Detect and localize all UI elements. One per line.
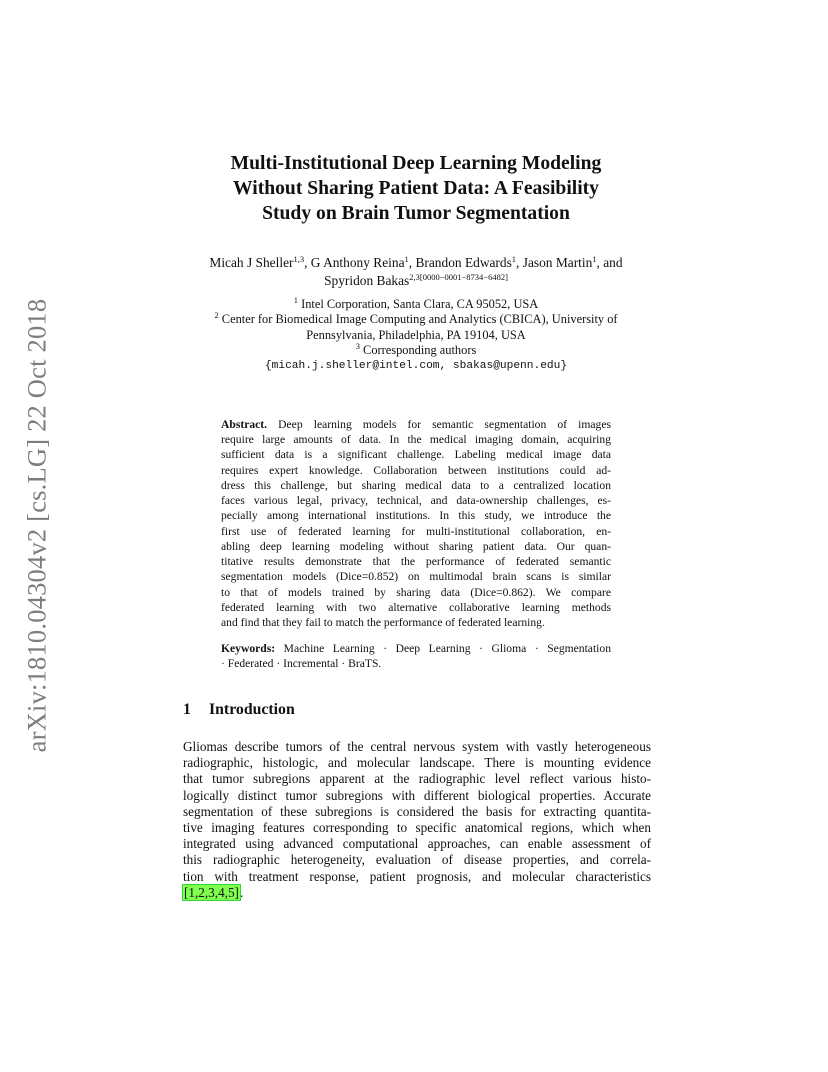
title-line: Study on Brain Tumor Segmentation [262,203,570,224]
body-line: that tumor subregions apparent at the radiographic level reflect various histo- [183,771,651,787]
abstract-line: federated learning with two alternative collaborative learning methods [221,600,611,614]
body-line: Gliomas describe tumors of the central nervous system with vastly heterogeneous [183,739,651,754]
body-line: this radiographic heterogeneity, evaluation of disease properties, and correla- [183,852,651,868]
author-name: , G Anthony Reina [304,255,405,270]
arxiv-identifier [17,290,57,760]
affiliation-mark: 1 [293,295,299,305]
title-line: Multi-Institutional Deep Learning Modeling [230,153,602,174]
title-line: Without Sharing Patient Data: A Feasibility [233,178,599,199]
section-title: Introduction [209,701,295,718]
body-line: tion with treatment response, patient prognosis, and molecular characteristics [183,868,651,884]
affiliation-text: Intel Corporation, Santa Clara, CA 95052, USA [298,297,539,311]
affiliations [170,297,662,374]
body-line: logically distinct tumor subregions with different biological properties. Accurate [183,787,651,803]
abstract-line: abling deep learning modeling without sharing patient data. Our quan- [221,539,611,553]
affiliation-2-cont: Pennsylvania, Philadelphia, PA 19104, USA [306,327,526,342]
author-list [170,254,662,289]
affiliation-2 [170,312,662,327]
author-name: Micah J Sheller [209,255,294,270]
author-name: , Jason Martin [516,255,593,270]
affiliation-text: Center for Biomedical Image Computing and Analytics (CBICA), University of [218,312,618,327]
arxiv-identifier-text: arXiv:1810.04304v2 [cs.LG] 22 Oct 2018 [21,298,52,752]
paper-title [150,151,682,226]
body-text: . [239,884,244,900]
abstract [221,417,611,630]
body-line: tive imaging features corresponding to specific anatomical regions, which when [183,820,651,836]
abstract-line: segmentation models (Dice=0.852) on multimodal brain scans is similar [221,570,611,584]
affiliation-text: Corresponding authors [359,343,477,358]
abstract-line: first use of federated learning for multi-institutional collaboration, en- [221,524,611,538]
body-line [183,885,651,901]
affiliation-mark: 3 [355,341,360,352]
citation-link[interactable]: [1,2,3,4,5] [184,884,239,900]
body-line: radiographic, histologic, and molecular landscape. There is mounting evidence [183,755,651,771]
author-line-2 [170,272,662,290]
author-name: Spyridon Bakas [324,272,410,288]
body-line: segmentation of these subregions is considered the basis for extracting quantita- [183,803,651,819]
affiliation-1 [170,297,662,312]
author-affil-mark: 2,3 [409,271,420,282]
author-name: , Brandon Edwards [408,255,512,270]
author-line-1 [170,254,662,272]
abstract-line: require large amounts of data. In the medical imaging domain, acquiring [221,433,611,447]
keywords-label: Keywords: [221,642,276,655]
introduction-body [183,739,651,901]
abstract-label: Abstract. [221,418,268,431]
author-affil-mark: 1 [511,254,517,264]
affiliation-3 [170,343,662,358]
abstract-line: requires expert knowledge. Collaboration between institutions could ad- [221,463,611,477]
section-heading [183,701,295,719]
abstract-line: faces various legal, privacy, technical, and data-ownership challenges, es- [221,494,611,508]
keywords-text: Machine Learning · Deep Learning · Glioma · Segmentation [275,642,611,655]
section-number: 1 [183,701,191,718]
keywords-line [221,641,611,656]
abstract-text: Deep learning models for semantic segmentation of images [267,418,611,431]
author-affil-mark: 1 [592,254,597,264]
abstract-line: and find that they fail to match the performance of federated learning. [221,616,545,630]
orcid-id[interactable]: [0000−0001−8734−6482] [419,271,508,282]
contact-emails[interactable]: {micah.j.sheller@intel.com, sbakas@upenn.edu} [264,359,568,372]
abstract-line: pecially among international institutions. In this study, we introduce the [221,509,611,523]
keywords [221,641,611,671]
author-affil-mark: 1,3 [293,254,305,264]
body-line: integrated using advanced computational approaches, can enable assessment of [183,836,651,852]
abstract-line: dress this challenge, but sharing medical data to a centralized location [221,478,611,492]
author-affil-mark: 1 [404,254,409,264]
keywords-line: · Federated · Incremental · BraTS. [221,657,382,671]
abstract-line: titative results demonstrate that the performance of federated semantic [221,555,611,569]
abstract-line: sufficient data is a significant challenge. Labeling medical image data [221,448,611,462]
abstract-line: to that of models trained by sharing data (Dice=0.862). We compare [221,585,611,599]
abstract-line [221,417,611,432]
affiliation-mark: 2 [214,310,219,321]
author-conjunction: , and [596,255,623,270]
